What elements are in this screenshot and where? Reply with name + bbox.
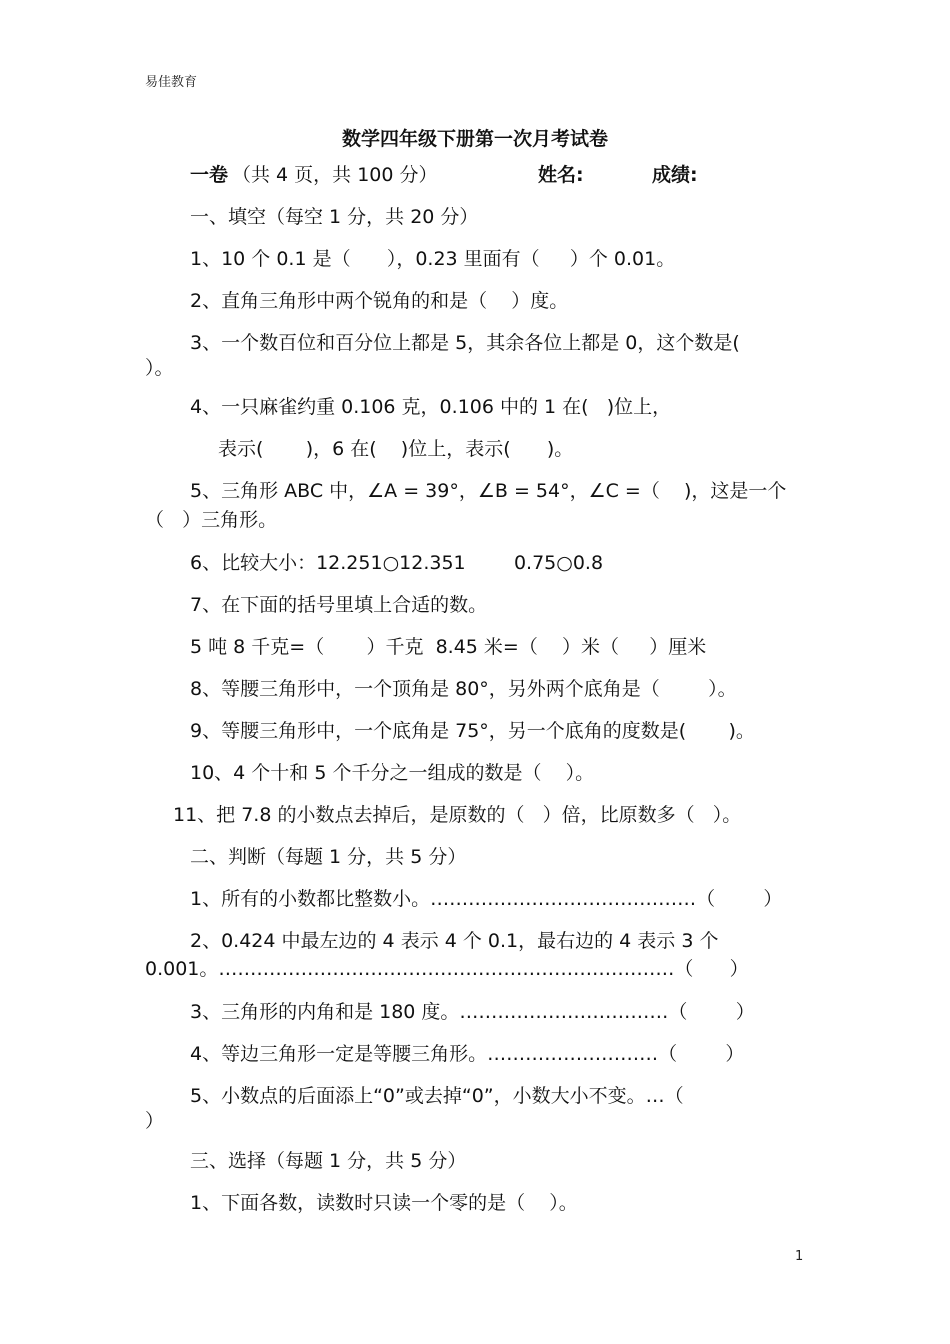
section2-heading: 二、判断（每题 1 分，共 5 分） [190,846,467,868]
fill-question-4-cont: 表示( )，6 在( )位上，表示( )。 [218,438,574,460]
section3-heading: 三、选择（每题 1 分，共 5 分） [190,1150,467,1172]
header-school-name: 易佳教育 [145,75,198,90]
fill-question-6: 6、比较大小：12.251○12.351 0.75○0.8 [190,552,604,574]
fill-question-3-cont: ）。 [145,357,174,379]
fill-question-7-items: 5 吨 8 千克=（ ）千克 8.45 米=（ ）米（ ）厘米 [190,636,707,658]
fill-question-9: 9、等腰三角形中，一个底角是 75°，另一个底角的度数是( )。 [190,720,755,742]
fill-question-8: 8、等腰三角形中，一个顶角是 80°，另外两个底角是（ ）。 [190,678,737,700]
fill-question-5-cont: （ ）三角形。 [145,509,278,531]
judge-question-4: 4、等边三角形一定是等腰三角形。………………………（ ） [190,1043,745,1065]
choice-question-1: 1、下面各数，读数时只读一个零的是（ ）。 [190,1192,578,1214]
judge-question-5: 5、小数点的后面添上“0”或去掉“0”，小数大小不变。…（ [190,1085,684,1107]
fill-question-3: 3、一个数百位和百分位上都是 5，其余各位上都是 0，这个数是( [190,332,740,354]
fill-question-7: 7、在下面的括号里填上合适的数。 [190,594,488,616]
judge-question-5-cont: ） [145,1110,165,1132]
section1-heading: 一、填空（每空 1 分，共 20 分） [190,206,479,228]
page-info: （共 4 页，共 100 分） [232,164,438,186]
fill-question-4: 4、一只麻雀约重 0.106 克，0.106 中的 1 在( )位上， [190,396,672,418]
fill-question-2: 2、直角三角形中两个锐角的和是（ ）度。 [190,290,569,312]
fill-question-11: 11、把 7.8 的小数点去掉后，是原数的（ ）倍，比原数多（ ）。 [173,804,742,826]
judge-question-1: 1、所有的小数都比整数小。……………………………………（ ） [190,888,783,910]
fill-question-10: 10、4 个十和 5 个千分之一组成的数是（ ）。 [190,762,595,784]
judge-question-2: 2、0.424 中最左边的 4 表示 4 个 0.1，最右边的 4 表示 3 个 [190,930,719,952]
name-label: 姓名: [538,164,584,186]
judge-question-3: 3、三角形的内角和是 180 度。……………………………（ ） [190,1001,755,1023]
page-number: 1 [795,1249,804,1264]
volume-label: 一卷 [190,164,229,186]
judge-question-2-cont: 0.001。………………………………………………………………（ ） [145,958,749,980]
fill-question-5: 5、三角形 ABC 中，∠A = 39°，∠B = 54°，∠C =（ )，这是一个 [190,480,787,502]
score-label: 成绩: [652,164,698,186]
fill-question-1: 1、10 个 0.1 是（ ），0.23 里面有（ ）个 0.01。 [190,248,676,270]
page-title: 数学四年级下册第一次月考试卷 [341,128,608,150]
